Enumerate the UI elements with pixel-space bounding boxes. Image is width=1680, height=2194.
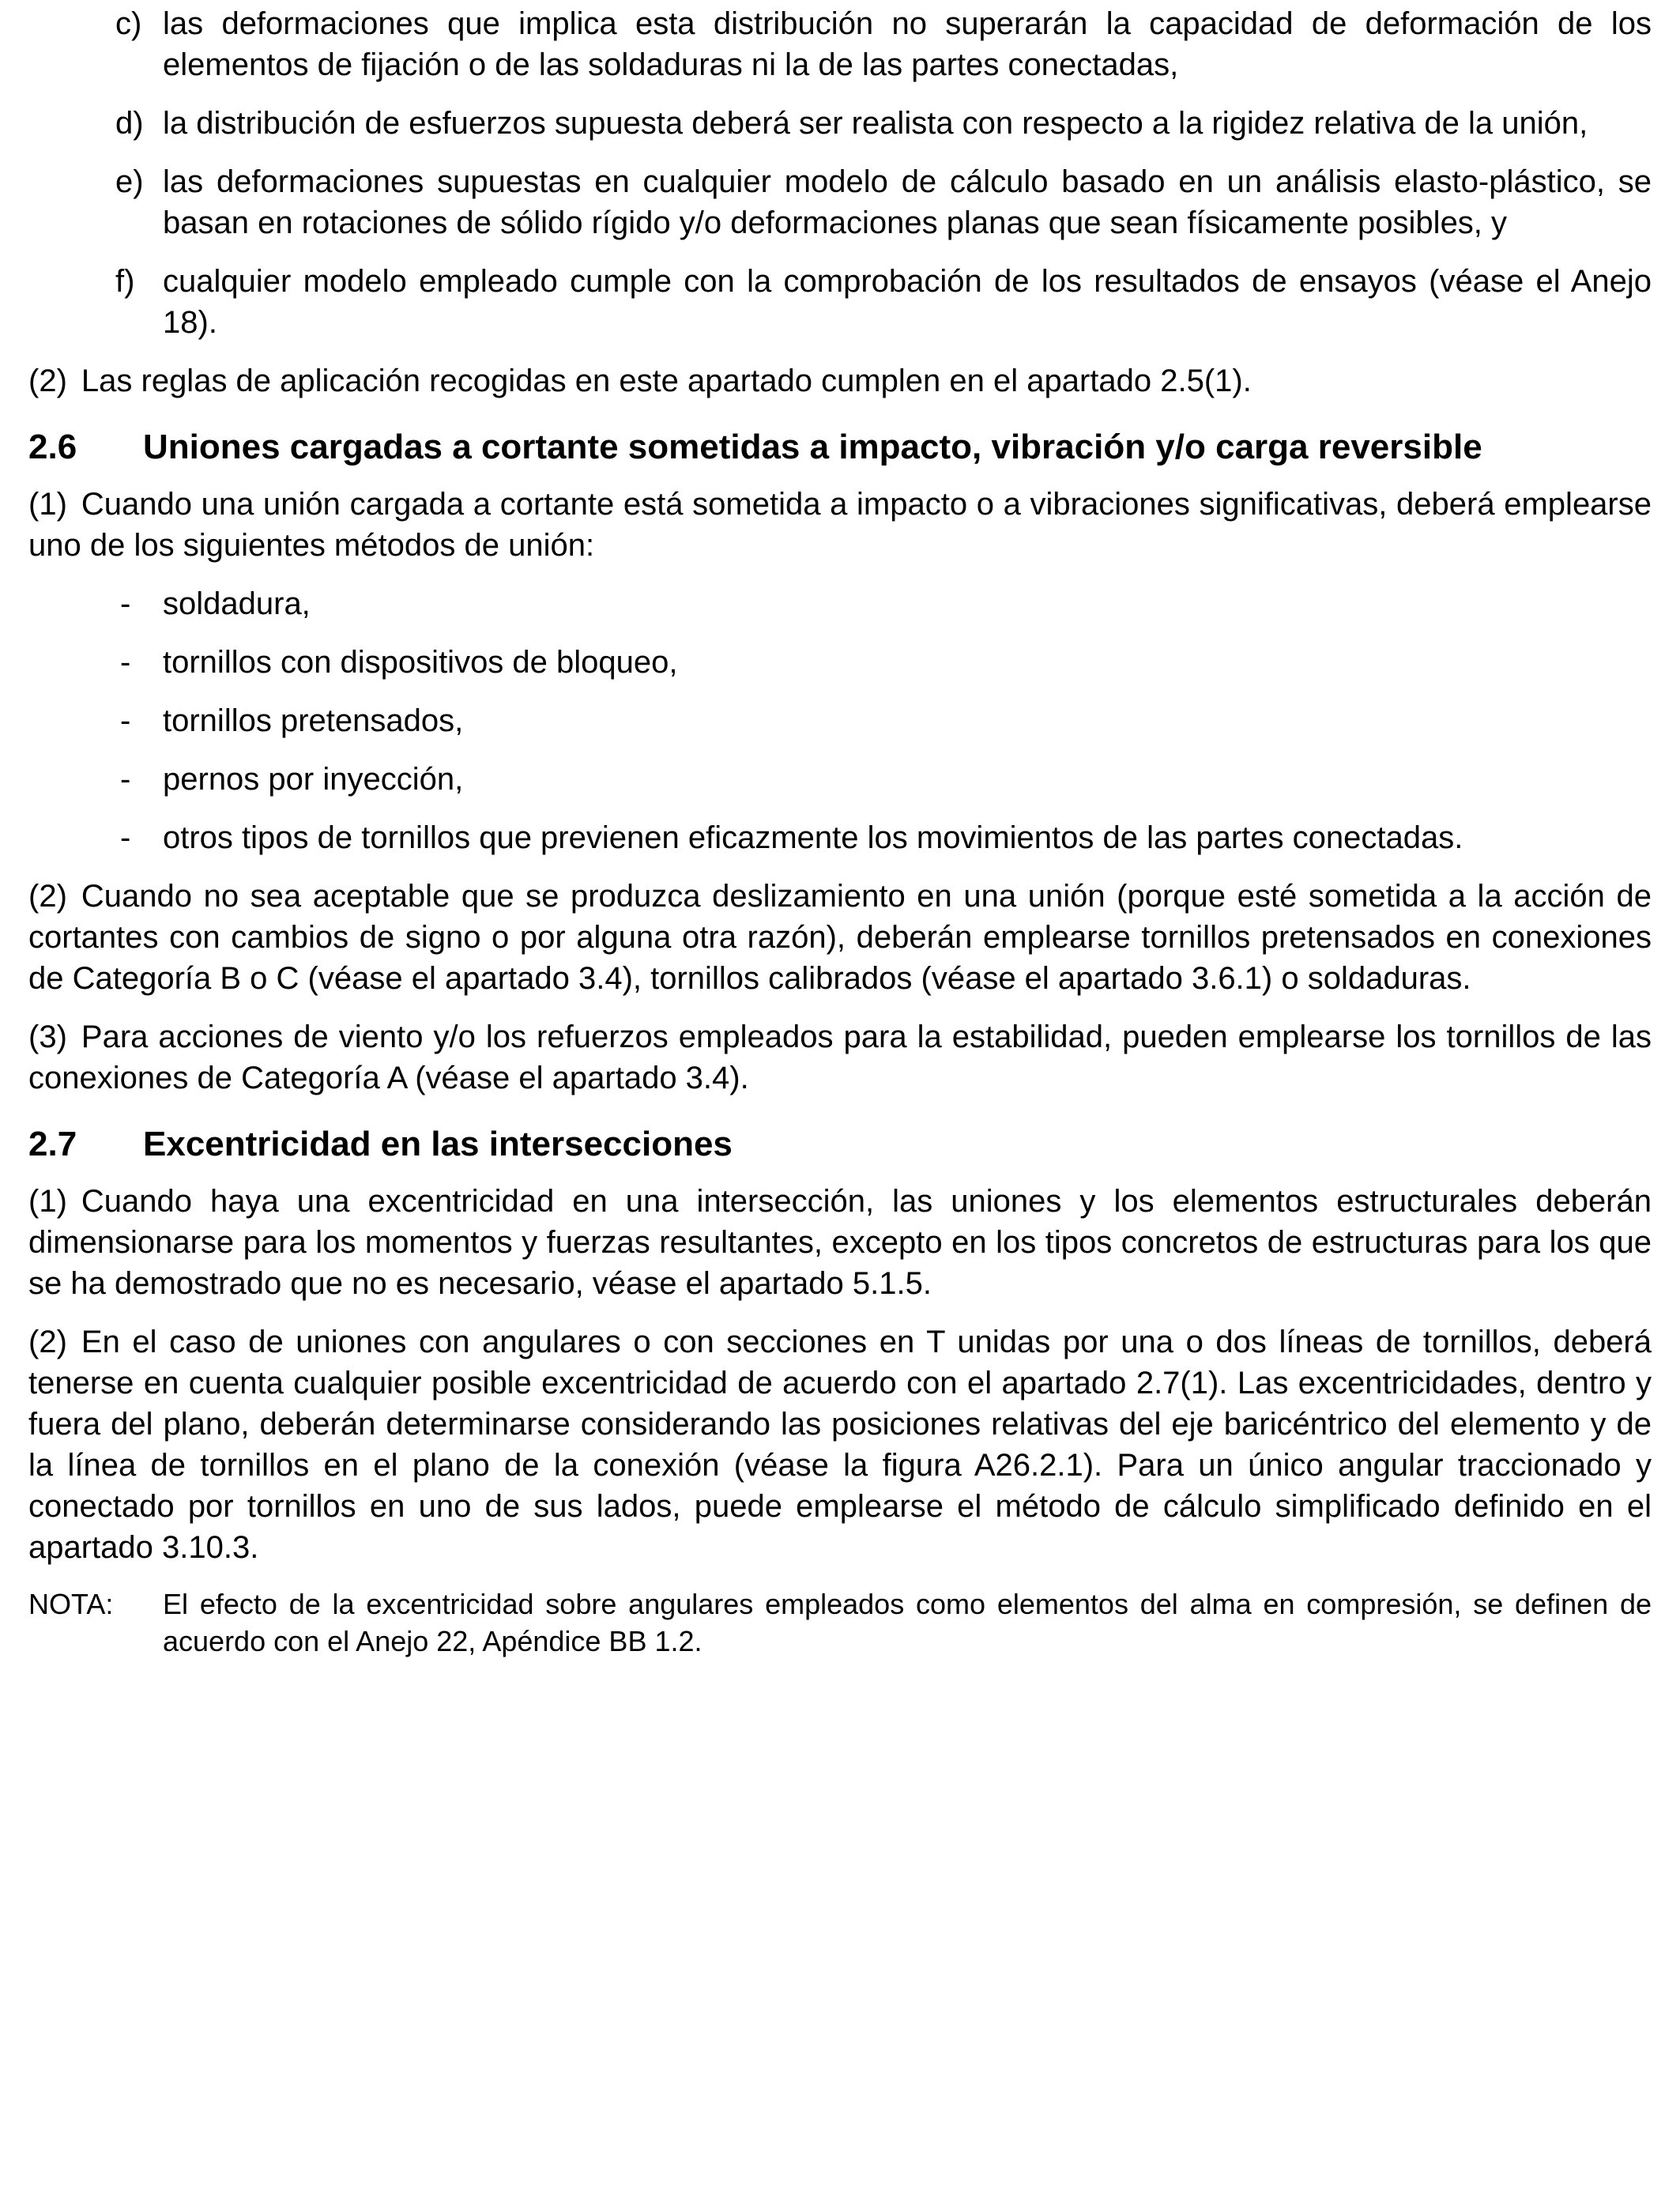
dash-bullet: -: [120, 820, 131, 855]
list-item-text: cualquier modelo empleado cumple con la comprobación de los resultados de ensayos (véase el Anejo 18).: [163, 264, 1652, 340]
note-block: [28, 1585, 1652, 1660]
section-title: Uniones cargadas a cortante sometidas a impacto, vibración y/o carga reversible: [143, 428, 1482, 466]
dash-list-item: [28, 759, 1652, 800]
dash-bullet: -: [120, 703, 131, 738]
list-item-label: f): [115, 264, 135, 299]
dash-list-text: pernos por inyección,: [163, 762, 464, 797]
dash-list-text: tornillos con dispositivos de bloqueo,: [163, 645, 678, 680]
list-item-label: e): [115, 164, 144, 199]
dash-bullet: -: [120, 645, 131, 680]
paragraph-number: (3): [28, 1020, 67, 1054]
document-body: [28, 3, 1652, 1660]
dash-list-item: [28, 583, 1652, 624]
list-item-text: las deformaciones que implica esta distribución no superarán la capacidad de deformación de los elementos de fijación o de las soldaduras ni la de las partes conectadas,: [163, 6, 1652, 82]
paragraph-2-6-2: [28, 876, 1652, 999]
note-label: NOTA:: [28, 1588, 114, 1620]
paragraph-text: Cuando no sea aceptable que se produzca deslizamiento en una unión (porque esté sometida a la acción de cortantes con cambios de signo o por alguna otra razón), deberán emplearse tornillos pretensados en conexiones de Categoría B o C (véase el apartado 3.4), tornillos calibrados (véase el apartado 3.6.1) o soldaduras.: [28, 879, 1652, 996]
section-title: Excentricidad en las intersecciones: [143, 1125, 733, 1163]
section-heading-2-6: [28, 425, 1652, 469]
dash-list-item: [28, 700, 1652, 741]
paragraph-number: (2): [28, 1325, 67, 1359]
paragraph-2-6-1: [28, 484, 1652, 566]
list-item-d: [28, 103, 1652, 144]
paragraph-text: Para acciones de viento y/o los refuerzos empleados para la estabilidad, pueden emplearse los tornillos de las conexiones de Categoría A (véase el apartado 3.4).: [28, 1020, 1652, 1095]
paragraph-2-7-2: [28, 1321, 1652, 1568]
section-number: 2.7: [28, 1125, 77, 1163]
paragraph-text: Cuando haya una excentricidad en una intersección, las uniones y los elementos estructurales deberán dimensionarse para los momentos y fuerzas resultantes, excepto en los tipos concretos de estructuras para los que se ha demostrado que no es necesario, véase el apartado 5.1.5.: [28, 1184, 1652, 1301]
paragraph-text: Cuando una unión cargada a cortante está sometida a impacto o a vibraciones significativas, deberá emplearse uno de los siguientes métodos de unión:: [28, 487, 1652, 563]
dash-list-text: tornillos pretensados,: [163, 703, 464, 738]
note-text: El efecto de la excentricidad sobre angulares empleados como elementos del alma en compresión, se definen de acuerdo con el Anejo 22, Apéndice BB 1.2.: [163, 1588, 1652, 1657]
dash-list-item: [28, 817, 1652, 858]
paragraph-2-7-1: [28, 1181, 1652, 1304]
paragraph-text: En el caso de uniones con angulares o con secciones en T unidas por una o dos líneas de tornillos, deberá tenerse en cuenta cualquier posible excentricidad de acuerdo con el apartado 2.7(1). Las excentricidades, dentro y fuera del plano, deberán determinarse considerando las posiciones relativas del eje baricéntrico del elemento y de la línea de tornillos en el plano de la conexión (véase la figura A26.2.1). Para un único angular traccionado y conectado por tornillos en uno de sus lados, puede emplearse el método de cálculo simplificado definido en el apartado 3.10.3.: [28, 1325, 1652, 1565]
list-item-text: las deformaciones supuestas en cualquier modelo de cálculo basado en un análisis elasto-plástico, se basan en rotaciones de sólido rígido y/o deformaciones planas que sean físicamente posibles, y: [163, 164, 1652, 240]
paragraph-number: (2): [28, 364, 67, 398]
section-number: 2.6: [28, 428, 77, 466]
list-item-e: [28, 161, 1652, 243]
paragraph-2-6-3: [28, 1016, 1652, 1099]
list-item-label: d): [115, 106, 144, 141]
paragraph-number: (1): [28, 1184, 67, 1219]
list-item-label: c): [115, 6, 142, 41]
paragraph-number: (2): [28, 879, 67, 914]
list-item-c: [28, 3, 1652, 85]
list-item-text: la distribución de esfuerzos supuesta deberá ser realista con respecto a la rigidez relativa de la unión,: [163, 106, 1588, 141]
paragraph-number: (1): [28, 487, 67, 522]
dash-bullet: -: [120, 762, 131, 797]
dash-list-text: soldadura,: [163, 586, 311, 621]
section-heading-2-7: [28, 1122, 1652, 1167]
dash-list-text: otros tipos de tornillos que previenen eficazmente los movimientos de las partes conectadas.: [163, 820, 1463, 855]
dash-bullet: -: [120, 586, 131, 621]
paragraph-text: Las reglas de aplicación recogidas en este apartado cumplen en el apartado 2.5(1).: [81, 364, 1252, 398]
paragraph-2-5-2: [28, 360, 1652, 401]
dash-list-item: [28, 642, 1652, 683]
list-item-f: [28, 261, 1652, 343]
